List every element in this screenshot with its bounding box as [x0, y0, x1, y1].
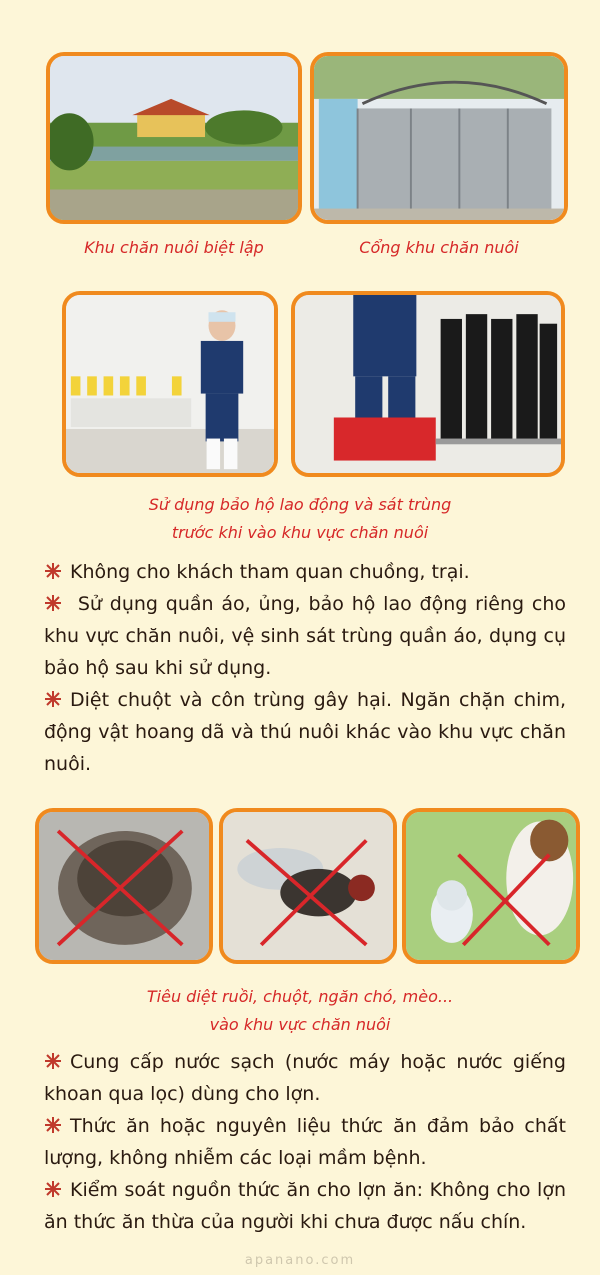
photo-fly-crossed — [219, 808, 397, 964]
photo-farm-gate — [310, 52, 568, 224]
caption-farm-gate: Cổng khu chăn nuôi — [359, 238, 519, 257]
rule-text: Không cho khách tham quan chuồng, trại. — [70, 561, 470, 583]
photo-worker-protective-gear — [62, 291, 278, 477]
snowflake-bullet-icon — [44, 594, 62, 612]
photo-isolated-farm — [46, 52, 302, 224]
snowflake-bullet-icon — [44, 1052, 62, 1070]
watermark: apanano.com — [244, 1253, 356, 1268]
snowflake-bullet-icon — [44, 690, 62, 708]
rule-item — [44, 1174, 566, 1238]
rule-item — [44, 588, 566, 684]
caption-protective-gear-line2: trước khi vào khu vực chăn nuôi — [171, 523, 429, 542]
rule-item — [44, 684, 566, 780]
snowflake-bullet-icon — [44, 562, 62, 580]
rules-block-1 — [44, 556, 566, 780]
photo-disinfection-boots — [291, 291, 565, 477]
rule-text: Cung cấp nước sạch (nước máy hoặc nước giếng khoan qua lọc) dùng cho lợn. — [44, 1051, 566, 1105]
caption-pests-line1: Tiêu diệt ruồi, chuột, ngăn chó, mèo... — [146, 987, 454, 1006]
caption-pests-line2: vào khu vực chăn nuôi — [209, 1015, 391, 1034]
photo-cat-dog-crossed — [402, 808, 580, 964]
rule-text: Sử dụng quần áo, ủng, bảo hộ lao động riêng cho khu vực chăn nuôi, vệ sinh sát trùng quần áo, dụng cụ bảo hộ sau khi sử dụng. — [44, 593, 566, 679]
rule-text: Thức ăn hoặc nguyên liệu thức ăn đảm bảo chất lượng, không nhiễm các loại mầm bệnh. — [44, 1115, 566, 1169]
rule-item — [44, 1110, 566, 1174]
caption-protective-gear-line1: Sử dụng bảo hộ lao động và sát trùng — [148, 495, 452, 514]
rules-block-2 — [44, 1046, 566, 1238]
rule-text: Kiểm soát nguồn thức ăn cho lợn ăn: Không cho lợn ăn thức ăn thừa của người khi chưa được nấu chín. — [44, 1179, 566, 1233]
rule-text: Diệt chuột và côn trùng gây hại. Ngăn chặn chim, động vật hoang dã và thú nuôi khác vào khu vực chăn nuôi. — [44, 689, 566, 775]
caption-isolated-farm: Khu chăn nuôi biệt lập — [84, 238, 264, 257]
photo-rat-crossed — [35, 808, 213, 964]
snowflake-bullet-icon — [44, 1180, 62, 1198]
rule-item — [44, 556, 566, 588]
rule-item — [44, 1046, 566, 1110]
snowflake-bullet-icon — [44, 1116, 62, 1134]
